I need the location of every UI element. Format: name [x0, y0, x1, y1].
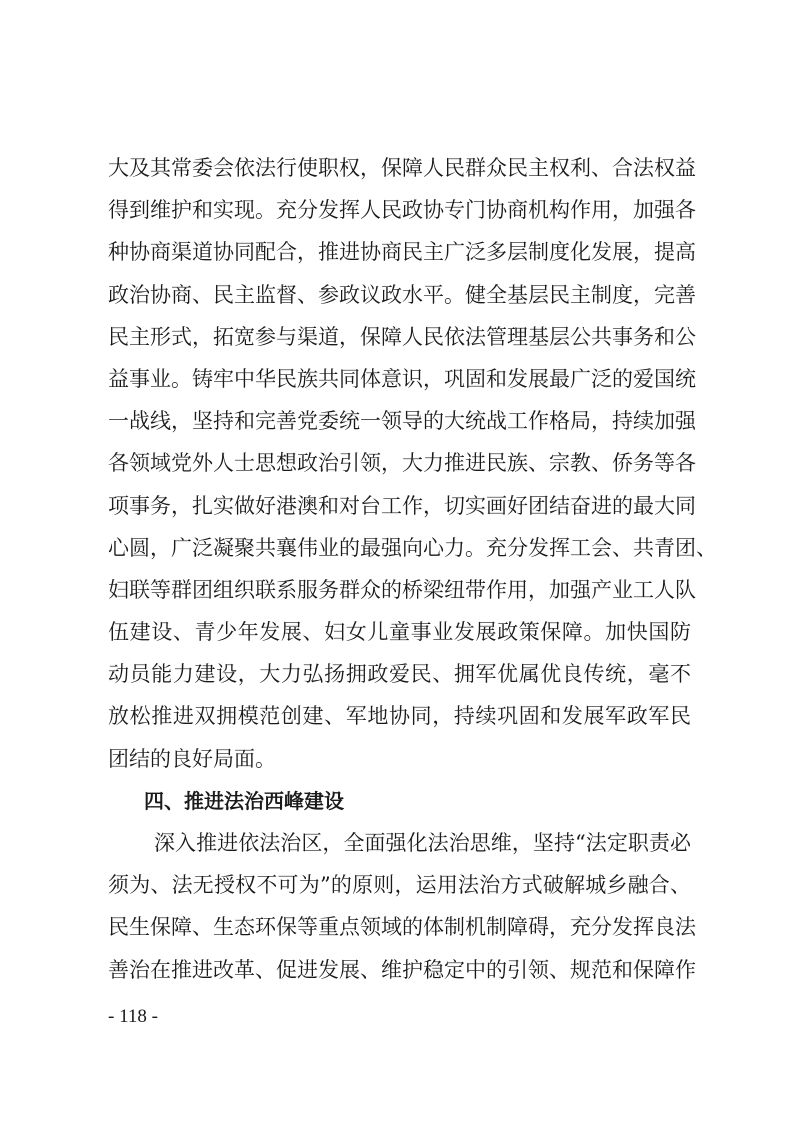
text-line: 大及其常委会依法行使职权，保障人民群众民主权利、合法权益 [108, 156, 696, 180]
text-line: 须为、法无授权不可为”的原则，运用法治方式破解城乡融合、 [108, 873, 691, 898]
text-line: 妇联等群团组织联系服务群众的桥梁纽带作用，加强产业工人队 [108, 577, 696, 602]
text-line: 民主形式，拓宽参与渠道，保障人民依法管理基层公共事务和公 [108, 324, 696, 349]
text-line: 伍建设、青少年发展、妇女儿童事业发展政策保障。加快国防 [108, 620, 691, 645]
text-line: 各领域党外人士思想政治引领，大力推进民族、宗教、侨务等各 [108, 451, 696, 476]
section-heading: 四、推进法治西峰建设 [144, 788, 344, 813]
text-line: 政治协商、民主监督、参政议政水平。健全基层民主制度，完善 [108, 282, 696, 307]
text-line: 团结的良好局面。 [108, 746, 276, 771]
text-line: 深入推进依法治区，全面强化法治思维，坚持“法定职责必 [154, 831, 691, 855]
text-line: 民生保障、生态环保等重点领域的体制机制障碍，充分发挥良法 [108, 915, 696, 940]
text-line: 动员能力建设，大力弘扬拥政爱民、拥军优属优良传统，毫不 [108, 662, 691, 687]
text-line: 心圆，广泛凝聚共襄伟业的最强向心力。充分发挥工会、共青团、 [108, 535, 717, 560]
text-line: 益事业。铸牢中华民族共同体意识，巩固和发展最广泛的爱国统 [108, 366, 696, 391]
text-line: 种协商渠道协同配合，推进协商民主广泛多层制度化发展，提高 [108, 240, 696, 265]
text-line: 项事务，扎实做好港澳和对台工作，切实画好团结奋进的最大同 [108, 493, 696, 518]
text-line: 放松推进双拥模范创建、军地协同，持续巩固和发展军政军民 [108, 704, 691, 729]
text-line: 得到维护和实现。充分发挥人民政协专门协商机构作用，加强各 [108, 198, 696, 223]
text-line: 善治在推进改革、促进发展、维护稳定中的引领、规范和保障作 [108, 957, 696, 982]
document-body [108, 147, 717, 991]
page-number: - 118 - [108, 1006, 158, 1027]
text-line: 一战线，坚持和完善党委统一领导的大统战工作格局，持续加强 [108, 409, 696, 434]
